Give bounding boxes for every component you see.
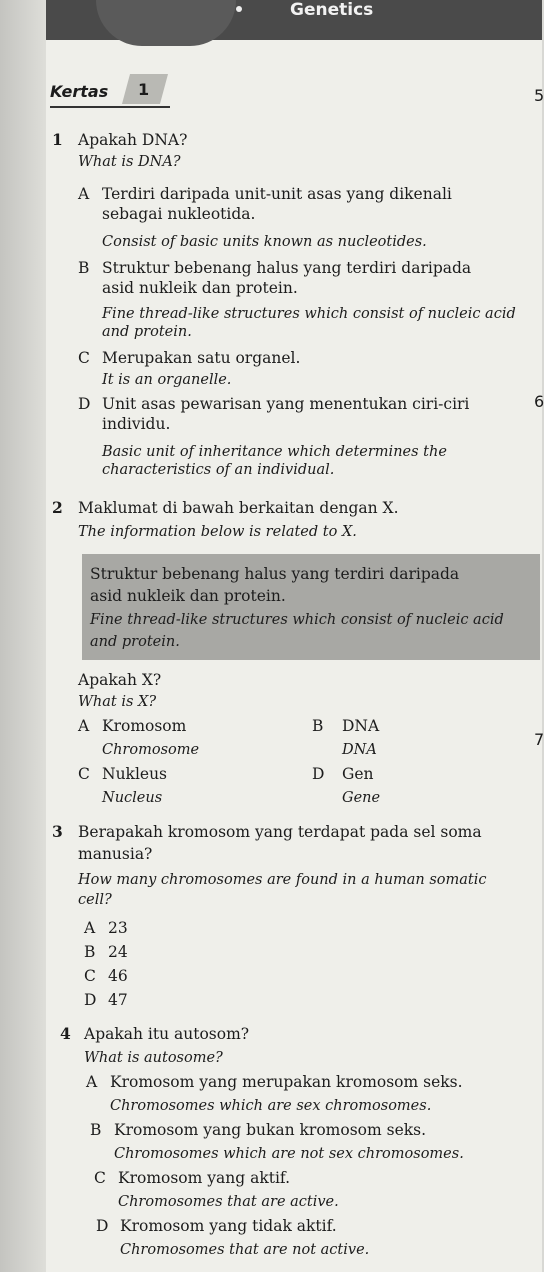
option-text-en: DNA — [342, 742, 377, 758]
option-letter: B — [78, 259, 90, 277]
option-text-en: Nucleus — [102, 790, 163, 806]
question-text-en: What is autosome? — [84, 1050, 223, 1066]
sub-question: Apakah X? — [78, 671, 162, 689]
option-text-en: Consist of basic units known as nucleotides. — [102, 234, 427, 250]
sub-question-en: What is X? — [78, 694, 157, 710]
option-text: Kromosom yang tidak aktif. — [120, 1217, 337, 1235]
option-text-en: Chromosomes which are sex chromosomes. — [110, 1098, 432, 1114]
question-text-en: What is DNA? — [78, 154, 181, 170]
option-text: sebagai nukleotida. — [102, 205, 256, 223]
option-text: 24 — [108, 943, 128, 961]
option-letter: A — [78, 185, 90, 203]
question-text-en: cell? — [78, 892, 112, 908]
option-letter: D — [84, 991, 97, 1009]
option-text: Kromosom — [102, 717, 187, 735]
question-text: Apakah DNA? — [78, 131, 188, 149]
question-number: 2 — [52, 498, 63, 517]
option-text: Struktur bebenang halus yang terdiri daripada — [102, 259, 472, 277]
option-text: DNA — [342, 717, 380, 735]
question-text: manusia? — [78, 845, 153, 863]
question-text: Maklumat di bawah berkaitan dengan X. — [78, 499, 399, 517]
option-text: 23 — [108, 919, 128, 937]
option-text: Nukleus — [102, 765, 168, 783]
option-letter: D — [78, 395, 91, 413]
header-dot — [236, 6, 242, 12]
option-letter: A — [78, 717, 90, 735]
option-letter: C — [94, 1169, 106, 1187]
margin-number: 5 — [534, 86, 544, 105]
option-text-en: characteristics of an individual. — [102, 462, 335, 478]
option-text: asid nukleik dan protein. — [102, 279, 298, 297]
option-letter: C — [78, 349, 90, 367]
option-text: 47 — [108, 991, 128, 1009]
option-text-en: Chromosome — [102, 742, 200, 758]
option-letter: D — [96, 1217, 109, 1235]
worksheet-page — [46, 0, 542, 1272]
page-edge — [0, 0, 46, 1272]
option-text: Terdiri daripada unit-unit asas yang dikenali — [102, 185, 452, 203]
option-text-en: and protein. — [102, 324, 192, 340]
section-label: Kertas — [50, 82, 109, 101]
option-text-en: Gene — [342, 790, 381, 806]
option-letter: A — [84, 919, 96, 937]
question-number: 4 — [60, 1024, 71, 1043]
option-letter: D — [312, 765, 325, 783]
info-box-text: Struktur bebenang halus yang terdiri daripada — [90, 565, 460, 583]
question-text: Apakah itu autosom? — [84, 1025, 250, 1043]
option-letter: B — [84, 943, 96, 961]
question-text-en: The information below is related to X. — [78, 524, 357, 540]
question-number: 3 — [52, 822, 63, 841]
option-letter: C — [84, 967, 96, 985]
option-text-en: Basic unit of inheritance which determines the — [102, 444, 447, 460]
chapter-title: Genetics — [290, 0, 374, 20]
info-box-text: asid nukleik dan protein. — [90, 587, 286, 605]
option-text-en: Chromosomes that are not active. — [120, 1242, 370, 1258]
margin-number: 7 — [534, 730, 544, 749]
question-text-en: How many chromosomes are found in a human somatic — [78, 872, 487, 888]
option-text-en: It is an organelle. — [102, 372, 232, 388]
option-letter: B — [90, 1121, 102, 1139]
info-box-text-en: and protein. — [90, 634, 180, 650]
option-text: Gen — [342, 765, 374, 783]
margin-number: 6 — [534, 392, 544, 411]
option-text-en: Chromosomes which are not sex chromosomes. — [114, 1146, 464, 1162]
option-text: Unit asas pewarisan yang menentukan ciri-ciri — [102, 395, 470, 413]
option-letter: A — [86, 1073, 98, 1091]
question-number: 1 — [52, 130, 63, 149]
option-text: 46 — [108, 967, 128, 985]
section-underline — [50, 106, 170, 108]
option-letter: C — [78, 765, 90, 783]
option-text: individu. — [102, 415, 171, 433]
option-text: Kromosom yang bukan kromosom seks. — [114, 1121, 427, 1139]
option-letter: B — [312, 717, 324, 735]
option-text: Merupakan satu organel. — [102, 349, 301, 367]
info-box-text-en: Fine thread-like structures which consist of nucleic acid — [90, 612, 504, 628]
section-number: 1 — [138, 80, 150, 99]
question-text: Berapakah kromosom yang terdapat pada sel soma — [78, 823, 482, 841]
option-text-en: Fine thread-like structures which consist of nucleic acid — [102, 306, 516, 322]
option-text: Kromosom yang aktif. — [118, 1169, 291, 1187]
option-text: Kromosom yang merupakan kromosom seks. — [110, 1073, 463, 1091]
option-text-en: Chromosomes that are active. — [118, 1194, 339, 1210]
